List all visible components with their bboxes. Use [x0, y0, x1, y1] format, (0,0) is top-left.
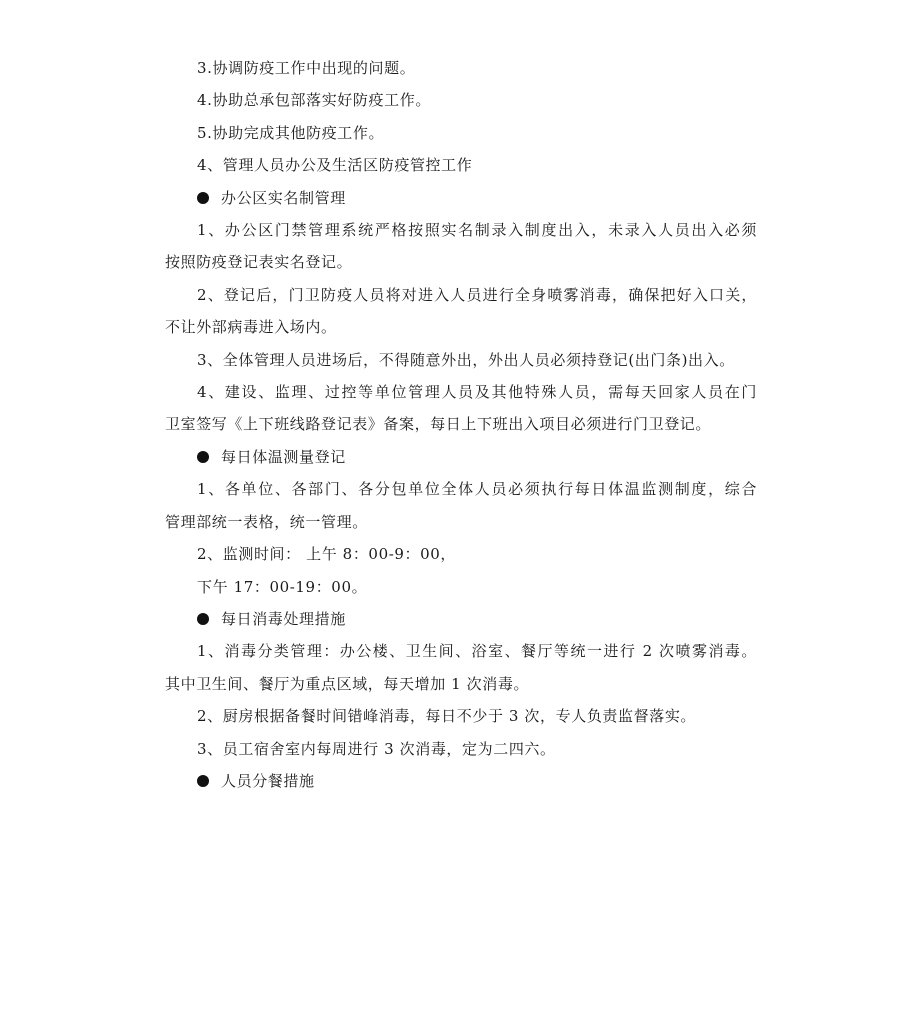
paragraph-line: 1、消毒分类管理：办公楼、卫生间、浴室、餐厅等统一进行 2 次喷雾消毒。: [197, 642, 757, 661]
paragraph-line: 其中卫生间、餐厅为重点区域，每天增加 1 次消毒。: [165, 674, 530, 693]
bullet-heading: [165, 441, 757, 473]
paragraph-line: 3、员工宿舍室内每周进行 3 次消毒，定为二四六。: [197, 739, 556, 758]
list-item: 3.协调防疫工作中出现的问题。: [197, 59, 416, 77]
paragraph-line: 4、建设、监理、过控等单位管理人员及其他特殊人员，需每天回家人员在门: [197, 383, 757, 402]
bullet-icon: [197, 192, 209, 204]
paragraph-line: 卫室签写《上下班线路登记表》备案，每日上下班出入项目必须进行门卫登记。: [165, 415, 712, 434]
bullet-heading: [165, 182, 757, 214]
bullet-icon: [197, 451, 209, 463]
bullet-icon: [197, 613, 209, 625]
bullet-heading: [165, 603, 757, 635]
paragraph-line: 按照防疫登记表实名登记。: [165, 253, 353, 272]
list-item: 4.协助总承包部落实好防疫工作。: [197, 91, 431, 110]
paragraph-line: 1、办公区门禁管理系统严格按照实名制录入制度出入，未录入人员出入必须: [197, 221, 757, 240]
bullet-icon: [197, 775, 209, 787]
paragraph-line: 管理部统一表格，统一管理。: [165, 512, 368, 531]
paragraph-line: 2、厨房根据备餐时间错峰消毒，每日不少于 3 次，专人负责监督落实。: [197, 707, 697, 726]
bullet-heading-text: 每日体温测量登记: [221, 447, 346, 466]
paragraph-line: 3、全体管理人员进场后，不得随意外出，外出人员必须持登记(出门条)出入。: [197, 350, 735, 369]
paragraph-line: 不让外部病毒进入场内。: [165, 318, 337, 337]
paragraph-line: 2、登记后，门卫防疫人员将对进入人员进行全身喷雾消毒，确保把好入口关，: [197, 285, 757, 304]
bullet-heading: [165, 765, 757, 797]
bullet-heading-text: 每日消毒处理措施: [221, 609, 346, 628]
list-item: 5.协助完成其他防疫工作。: [197, 123, 385, 142]
section-heading: 4、管理人员办公及生活区防疫管控工作: [197, 156, 473, 175]
paragraph-line: 1、各单位、各部门、各分包单位全体人员必须执行每日体温监测制度，综合: [197, 480, 757, 499]
document-body: [165, 52, 757, 797]
bullet-heading-text: 办公区实名制管理: [221, 188, 346, 207]
paragraph-line: 2、监测时间： 上午 8：00-9：00，: [197, 545, 457, 564]
bullet-heading-text: 人员分餐措施: [221, 771, 315, 790]
paragraph-line: 下午 17：00-19：00。: [197, 577, 368, 596]
